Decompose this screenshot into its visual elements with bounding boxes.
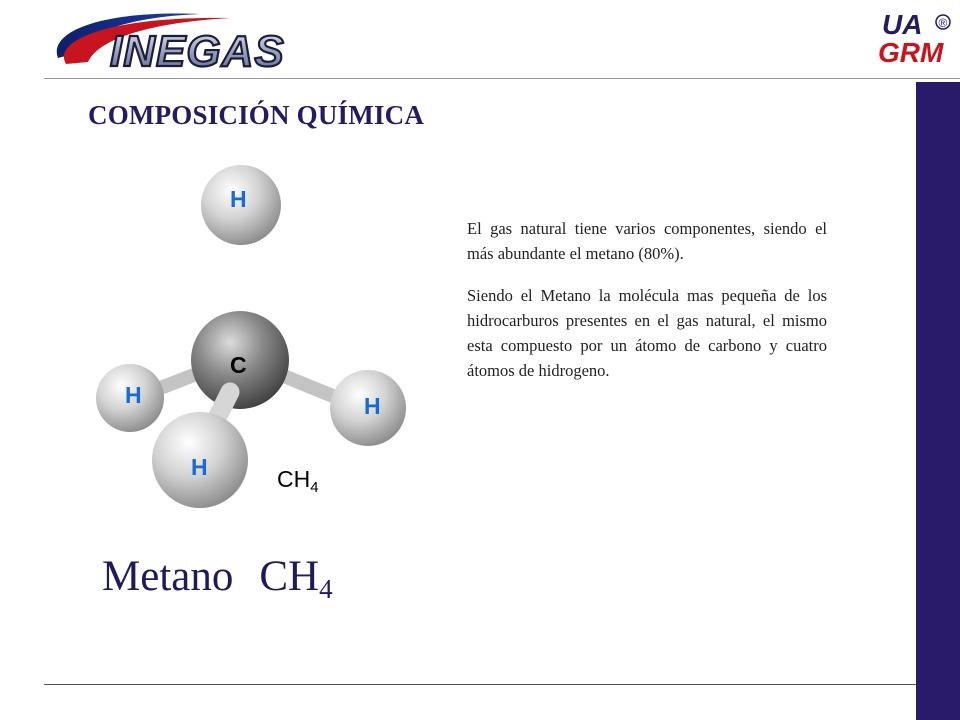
description-paragraph-1: El gas natural tiene varios componentes, siendo el más abundante el metano (80%). — [467, 219, 827, 263]
atom-label-h-left: H — [125, 382, 142, 408]
atom-label-h-right: H — [364, 393, 381, 419]
atom-label-h-front: H — [191, 454, 208, 480]
atom-label-h-top: H — [230, 186, 247, 212]
caption-formula-base: CH — [259, 553, 320, 600]
uagrm-logo-top: UA — [882, 9, 923, 40]
header-divider — [44, 78, 960, 79]
description-text — [467, 216, 827, 400]
methane-molecule-illustration — [88, 160, 448, 530]
registered-mark: ® — [938, 16, 948, 30]
inegas-logo-text: INEGAS — [110, 27, 285, 76]
caption-name: Metano — [102, 553, 234, 600]
inegas-logo — [40, 6, 312, 78]
molecule-formula-label — [277, 466, 319, 496]
sidebar-accent-bar — [916, 82, 960, 720]
description-paragraph-2: Siendo el Metano la molécula mas pequeña de los hidrocarburos presentes en el gas natural, el mismo esta compuesto por un átomo de carbono y cuatro átomos de hidrogeno. — [467, 286, 827, 380]
footer-divider — [44, 684, 916, 685]
uagrm-logo-bottom: GRM — [878, 37, 944, 66]
caption-formula-subscript: 4 — [319, 574, 333, 604]
molecule-formula-base: CH — [277, 466, 311, 492]
molecule-caption — [102, 552, 333, 605]
slide-title: COMPOSICIÓN QUÍMICA — [88, 100, 425, 130]
atom-label-carbon: C — [230, 352, 247, 378]
uagrm-logo — [876, 8, 958, 66]
molecule-formula-subscript: 4 — [310, 479, 319, 496]
